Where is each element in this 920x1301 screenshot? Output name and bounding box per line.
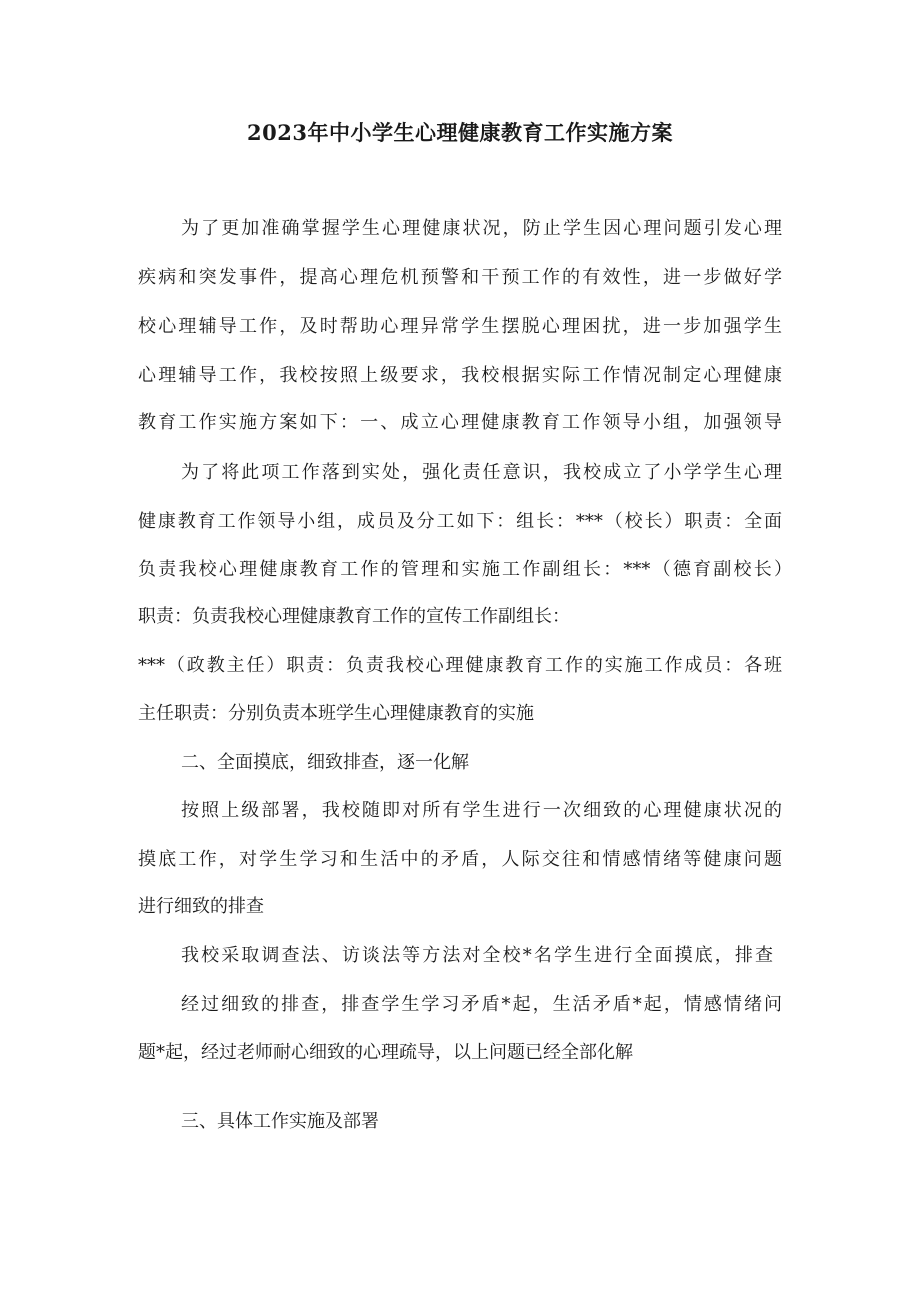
paragraph-line: 题*起，经过老师耐心细致的心理疏导，以上问题已经全部化解 (138, 1042, 633, 1063)
paragraph-line: 心理辅导工作，我校按照上级要求，我校根据实际工作情况制定心理健康 (138, 365, 782, 386)
paragraph-line: 按照上级部署，我校随即对所有学生进行一次细致的心理健康状况的 (181, 800, 782, 821)
paragraph-line: ***（政教主任）职责：负责我校心理健康教育工作的实施工作成员：各班 (138, 655, 782, 676)
paragraph-line: 为了将此项工作落到实处，强化责任意识，我校成立了小学学生心理 (181, 462, 782, 483)
paragraph-line: 健康教育工作领导小组，成员及分工如下：组长：***（校长）职责：全面 (138, 511, 782, 532)
paragraph-line: 我校采取调查法、访谈法等方法对全校*名学生进行全面摸底，排查 (181, 945, 773, 966)
paragraph-line: 为了更加准确掌握学生心理健康状况，防止学生因心理问题引发心理 (181, 218, 782, 239)
paragraph-line: 校心理辅导工作，及时帮助心理异常学生摆脱心理困扰，进一步加强学生 (138, 316, 782, 337)
paragraph-line: 负责我校心理健康教育工作的管理和实施工作副组长：***（德育副校长） (138, 559, 792, 580)
paragraph-line: 教育工作实施方案如下：一、成立心理健康教育工作领导小组，加强领导 (138, 412, 782, 433)
paragraph-line: 经过细致的排查，排查学生学习矛盾*起，生活矛盾*起，情感情绪问 (181, 994, 782, 1015)
paragraph-line: 进行细致的排查 (138, 896, 264, 917)
section-heading: 二、全面摸底，细致排查，逐一化解 (181, 752, 469, 773)
document-title: 2023年中小学生心理健康教育工作实施方案 (247, 120, 673, 145)
paragraph-line: 疾病和突发事件，提高心理危机预警和干预工作的有效性，进一步做好学 (138, 267, 782, 288)
paragraph-line: 主任职责：分别负责本班学生心理健康教育的实施 (138, 703, 534, 724)
paragraph-line: 摸底工作，对学生学习和生活中的矛盾，人际交往和情感情绪等健康问题 (138, 849, 782, 870)
paragraph-line: 职责：负责我校心理健康教育工作的宣传工作副组长： (138, 606, 570, 627)
section-heading: 三、具体工作实施及部署 (181, 1111, 379, 1132)
